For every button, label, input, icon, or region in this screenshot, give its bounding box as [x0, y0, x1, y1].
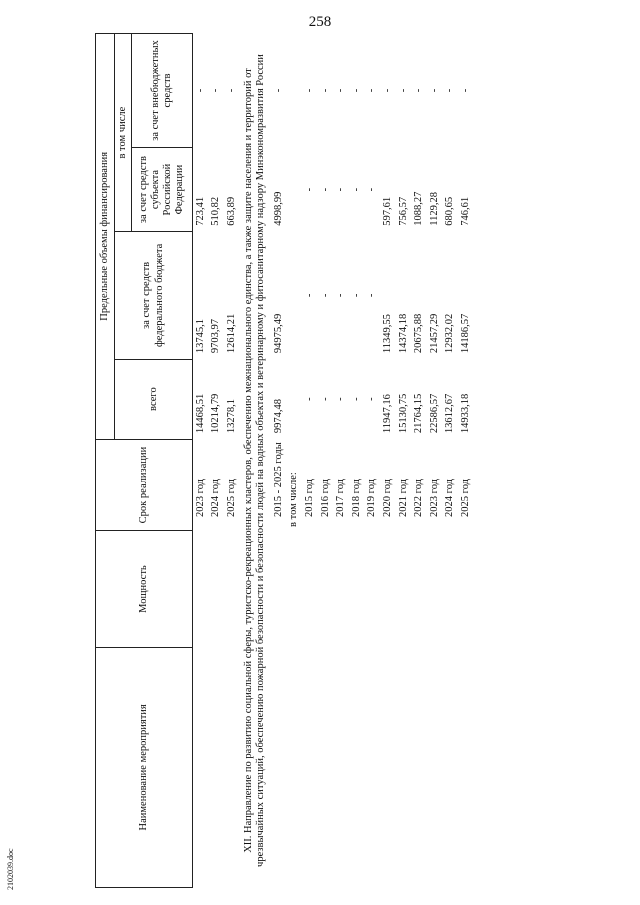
total-cell: -	[335, 397, 347, 401]
term-cell: 2019 год	[366, 478, 378, 517]
fed-cell: -	[350, 293, 362, 298]
total-cell: 9974,48	[272, 399, 284, 434]
regional-cell: 663,89	[226, 196, 238, 226]
fed-cell: 14186,57	[459, 313, 471, 354]
term-cell: 2025 год	[226, 478, 238, 517]
table-row	[224, 34, 240, 888]
funding-table	[95, 33, 474, 888]
table-row	[318, 34, 334, 888]
regional-cell: -	[335, 187, 347, 192]
extra-cell: -	[303, 88, 315, 93]
regional-cell: 1088,27	[413, 191, 425, 226]
extra-cell: -	[444, 88, 456, 93]
regional-cell: 680,65	[444, 196, 456, 226]
incl-row	[287, 34, 303, 888]
fed-cell: 11349,55	[381, 314, 393, 354]
total-cell: 13278,1	[226, 399, 238, 434]
total-cell: -	[303, 397, 315, 401]
table-body	[193, 34, 474, 888]
regional-cell: 597,61	[381, 196, 393, 226]
term-cell: 2015 - 2025 годы	[272, 442, 284, 517]
table-row	[443, 34, 459, 888]
table-row	[349, 34, 365, 888]
regional-cell: 1129,28	[428, 191, 440, 226]
header-incl: в том числе	[115, 34, 132, 232]
total-cell: -	[366, 397, 378, 401]
regional-cell: -	[303, 187, 315, 192]
regional-cell: 510,82	[210, 196, 222, 226]
regional-cell: -	[366, 187, 378, 192]
table-row	[333, 34, 349, 888]
header-fed: за счет средств федерального бюджета	[115, 232, 193, 359]
header-term: Срок реализации	[96, 439, 193, 531]
term-cell: 2024 год	[444, 478, 456, 517]
term-cell: 2023 год	[194, 478, 206, 517]
table-row	[411, 34, 427, 888]
extra-cell: -	[428, 88, 440, 93]
extra-cell: -	[381, 88, 393, 93]
fed-cell: 14374,18	[397, 313, 409, 354]
fed-cell: -	[366, 293, 378, 298]
section-title: XII. Направление по развитию социальной сферы, туристско-рекреационных кластеров, обеспечению межнационального единства, а также защите населения и территорий от чрезвычайных ситуаций, обеспечению пожарной безопасности и безопасности людей на водных объектах и ветеринарному и фитосанитарному надзору Минэкономразвития России	[242, 54, 267, 867]
total-cell: 10214,79	[210, 393, 222, 434]
header-name: Наименование мероприятия	[96, 647, 193, 887]
extra-cell: -	[413, 88, 425, 93]
rotated-table-sheet	[95, 33, 575, 888]
table-row	[193, 34, 209, 888]
term-cell: 2025 год	[459, 478, 471, 517]
term-cell: 2018 год	[350, 478, 362, 517]
table-row	[380, 34, 396, 888]
extra-cell: -	[350, 88, 362, 93]
term-cell: 2020 год	[381, 478, 393, 517]
total-cell: 11947,16	[381, 394, 393, 434]
header-funding-group: Предельные объемы финансирования	[96, 34, 115, 440]
extra-cell: -	[319, 88, 331, 93]
table-row	[209, 34, 225, 888]
extra-cell: -	[397, 88, 409, 93]
total-cell: 14933,18	[459, 393, 471, 434]
extra-cell: -	[366, 88, 378, 93]
table-row	[396, 34, 412, 888]
term-cell: 2017 год	[335, 478, 347, 517]
total-cell: 14468,51	[194, 393, 206, 434]
total-cell: -	[350, 397, 362, 401]
section-row	[240, 34, 271, 888]
extra-cell: -	[459, 88, 471, 93]
regional-cell: 4998,99	[272, 191, 284, 226]
table-header	[96, 34, 193, 888]
table-row	[427, 34, 443, 888]
fed-cell: -	[335, 293, 347, 298]
term-cell: 2023 год	[428, 478, 440, 517]
fed-cell: 12614,21	[226, 313, 238, 354]
fed-cell: 12932,02	[444, 313, 456, 354]
extra-cell: -	[226, 88, 238, 93]
term-cell: 2024 год	[210, 478, 222, 517]
table-row	[365, 34, 381, 888]
term-cell: 2016 год	[319, 478, 331, 517]
incl-label: в том числе:	[288, 472, 300, 527]
regional-cell: 723,41	[194, 196, 206, 226]
regional-cell: 746,61	[459, 196, 471, 226]
table-row	[302, 34, 318, 888]
extra-cell: -	[272, 88, 284, 93]
fed-cell: 21457,29	[428, 313, 440, 354]
term-cell: 2022 год	[413, 478, 425, 517]
fed-cell: -	[303, 293, 315, 298]
term-cell: 2021 год	[397, 478, 409, 517]
page-number: 258	[308, 14, 332, 30]
fed-cell: 94975,49	[272, 313, 284, 354]
header-extra: за счет внебюджетных средств	[132, 34, 193, 148]
regional-cell: -	[350, 187, 362, 192]
term-cell: 2015 год	[303, 478, 315, 517]
regional-cell: 756,57	[397, 196, 409, 226]
total-cell: 21764,15	[413, 393, 425, 434]
header-regional: за счет средств субъекта Российской Федерации	[132, 147, 193, 231]
extra-cell: -	[210, 88, 222, 93]
fed-cell: -	[319, 293, 331, 298]
total-cell: 13612,67	[444, 393, 456, 434]
extra-cell: -	[335, 88, 347, 93]
summary-row	[271, 34, 287, 888]
fed-cell: 13745,1	[194, 318, 206, 354]
fed-cell: 20675,88	[413, 313, 425, 354]
table-row	[458, 34, 474, 888]
total-cell: 15130,75	[397, 393, 409, 434]
extra-cell: -	[194, 88, 206, 93]
header-total: всего	[115, 359, 193, 439]
total-cell: 22586,57	[428, 393, 440, 434]
header-power: Мощность	[96, 531, 193, 647]
total-cell: -	[319, 397, 331, 401]
fed-cell: 9703,97	[210, 318, 222, 354]
footer-document-code: 2102039.doc	[6, 848, 15, 890]
regional-cell: -	[319, 187, 331, 192]
